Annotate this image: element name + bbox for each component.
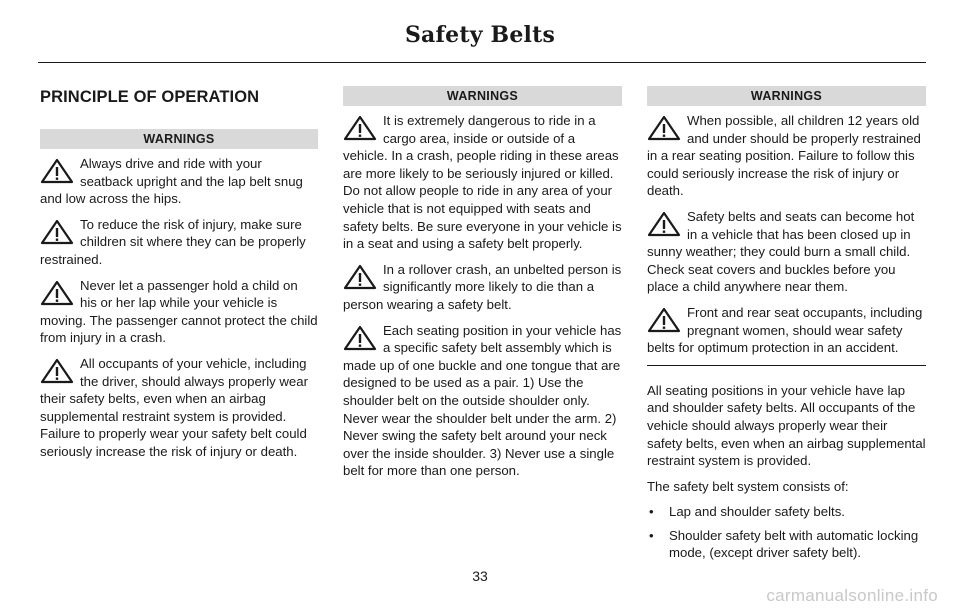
warning-text: When possible, all children 12 years old and under should be properly restrained in a rear seating position. Failure to follow this could seriously increase the risk of injury or death. [647, 113, 921, 199]
warning-triangle-icon [647, 211, 683, 238]
warning-text: Front and rear seat occupants, including pregnant women, should wear safety belts for optimum protection in an accident. [647, 304, 923, 356]
warnings-end-rule [647, 365, 926, 366]
list-item-text: Shoulder safety belt with automatic locking mode, (except driver safety belt). [669, 527, 919, 561]
warning-item [343, 112, 622, 253]
header-rule [38, 62, 926, 63]
list-item [647, 503, 926, 521]
section-heading: PRINCIPLE OF OPERATION [40, 88, 260, 106]
bullet-marker: • [649, 504, 654, 520]
warning-item [647, 112, 926, 200]
warning-triangle-icon [40, 358, 76, 385]
warning-item [343, 261, 622, 314]
warning-triangle-icon [343, 325, 379, 352]
warnings-header: WARNINGS [343, 86, 622, 106]
warnings-list [647, 112, 926, 357]
warning-item [647, 304, 926, 357]
warning-triangle-icon [40, 158, 76, 185]
warning-triangle-icon [343, 115, 379, 142]
list-item [647, 527, 926, 562]
page-number: 33 [472, 568, 488, 584]
warning-text: It is extremely dangerous to ride in a cargo area, inside or outside of a vehicle. In a crash, people riding in these areas are more likely to be seriously injured or killed. Do not allow people to ride in any area of your vehicle that is not equipped with seats and safety belts. Be sure everyone in your vehicle is in a seat and using a safety belt properly. [343, 113, 622, 252]
warning-text: Always drive and ride with your seatback upright and the lap belt snug and low across the hips. [40, 156, 303, 207]
warning-text: All occupants of your vehicle, including the driver, should always properly wear their safety belts, even when an airbag supplemental restraint system is provided. Failure to properly wear your safety belt could seriously increase the risk of injury or death. [40, 355, 308, 459]
warning-item [40, 277, 318, 347]
body-paragraph: All seating positions in your vehicle have lap and shoulder safety belts. All occupants of the vehicle should always properly wear their safety belts, even when an airbag supplemental restraint system is provided. [647, 382, 926, 469]
warning-triangle-icon [343, 264, 379, 291]
warning-text: To reduce the risk of injury, make sure children sit where they can be properly restrained. [40, 216, 306, 267]
watermark: carmanualsonline.info [766, 586, 938, 605]
warning-item [647, 208, 926, 296]
warning-triangle-icon [40, 280, 76, 307]
warning-triangle-icon [40, 219, 76, 246]
column-1 [40, 86, 318, 469]
warning-text: Safety belts and seats can become hot in a vehicle that has been closed up in sunny weather; they could burn a small child. Check seat covers and buckles before you place a child anywhere near them. [647, 208, 915, 295]
warning-item [40, 355, 318, 461]
warning-text: Never let a passenger hold a child on his or her lap while your vehicle is moving. The passenger cannot protect the child from injury in a crash. [40, 277, 318, 346]
warning-text: Each seating position in your vehicle has a specific safety belt assembly which is made up of one buckle and one tongue that are designed to be used as a pair. 1) Use the shoulder belt on the outside shoulder only. Never wear the shoulder belt under the arm. 2) Never swing the safety belt around your neck over the inside shoulder. 3) Never use a single belt for more than one person. [343, 322, 622, 479]
warning-item [40, 216, 318, 269]
warnings-header: WARNINGS [40, 129, 318, 149]
warnings-header: WARNINGS [647, 86, 926, 106]
warnings-list [40, 155, 318, 461]
warning-item [40, 155, 318, 208]
warning-text: In a rollover crash, an unbelted person is significantly more likely to die than a person wearing a safety belt. [343, 261, 622, 312]
warnings-list [343, 112, 622, 480]
bullet-list [647, 503, 926, 562]
warning-item [343, 322, 622, 480]
column-2 [343, 86, 622, 488]
bullet-marker: • [649, 527, 654, 543]
column-3 [647, 86, 926, 568]
list-item-text: Lap and shoulder safety belts. [669, 504, 845, 520]
body-paragraph: The safety belt system consists of: [647, 478, 849, 494]
warning-triangle-icon [647, 307, 683, 334]
warning-triangle-icon [647, 115, 683, 142]
page-title: Safety Belts [404, 22, 556, 48]
